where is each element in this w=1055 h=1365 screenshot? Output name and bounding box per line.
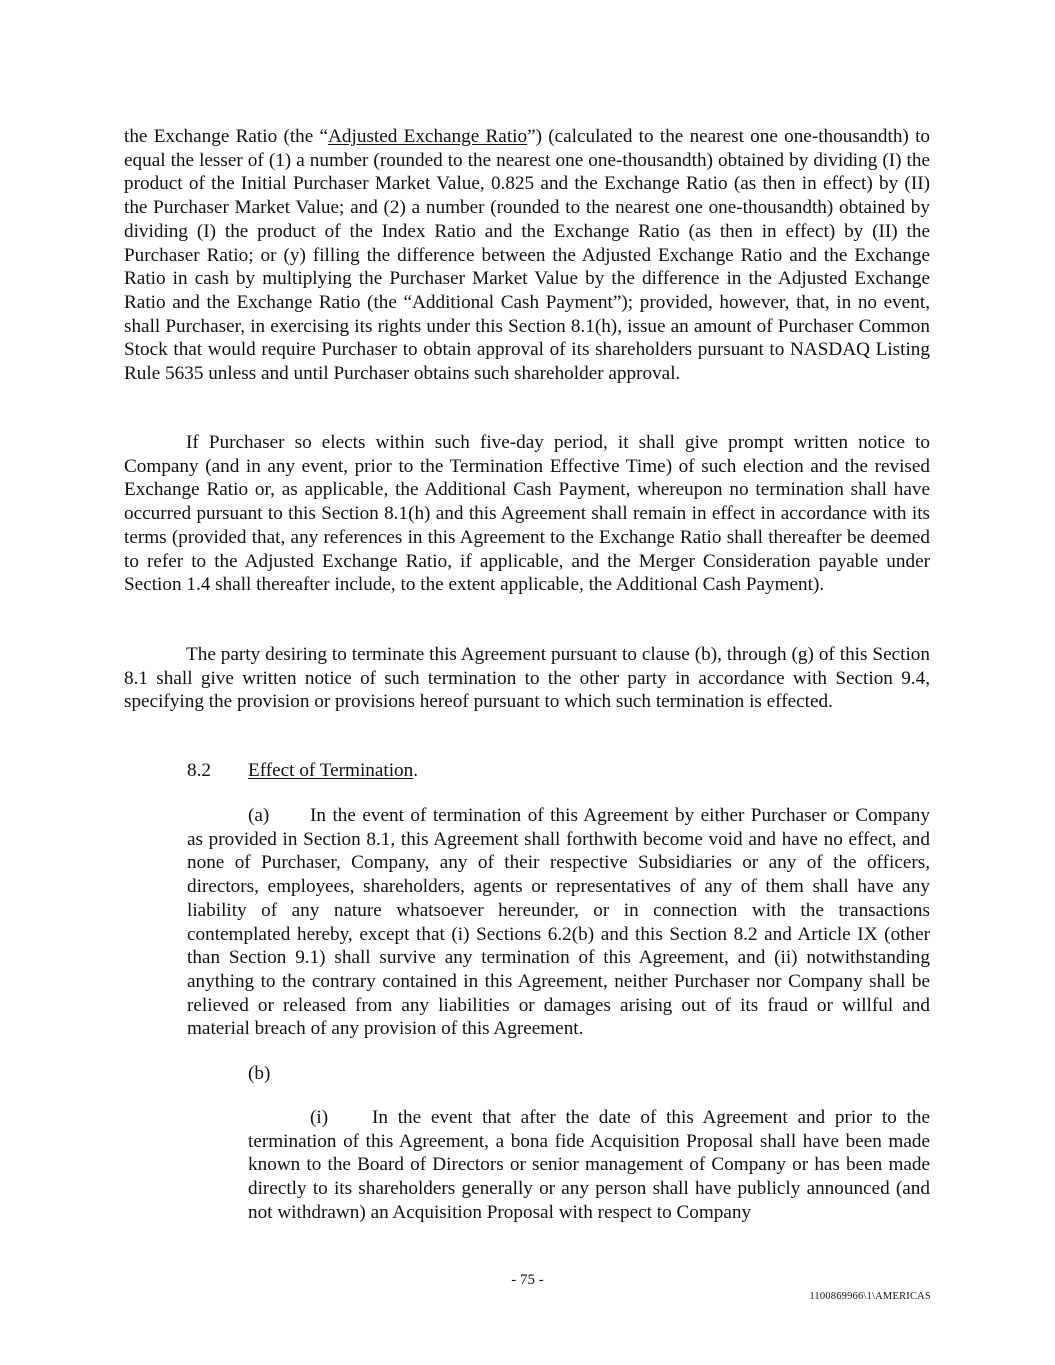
paragraph-exchange-ratio (124, 125, 930, 386)
page-number: - 75 - (511, 1272, 544, 1288)
subsection-b-i (248, 1106, 930, 1225)
section-title-suffix: . (413, 760, 419, 781)
subsection-b-i-label: (i) (310, 1107, 329, 1128)
paragraph-termination-notice: The party desiring to terminate this Agreement pursuant to clause (b), through (g) of this Section 8.1 shall give written notice of such termination to the other party in accordance with Section 9.4, specifying the provision or provisions hereof pursuant to which such termination is effected. (124, 644, 930, 713)
subsection-b-label: (b) (248, 1063, 271, 1084)
subsection-a-text: In the event of termination of this Agreement by either Purchaser or Company as provided in Section 8.1, this Agreement shall forthwith become void and have no effect, and none of Purchaser, Company, any of their respective Subsidiaries or any of the officers, directors, employees, shareholders, agents or representatives of any of them shall have any liability of any nature whatsoever hereunder, or in connection with the transactions contemplated hereby, except that (i) Sections 6.2(b) and this Section 8.2 and Article IX (other than Section 9.1) shall survive any termination of this Agreement, and (ii) notwithstanding anything to the contrary contained in this Agreement, neither Purchaser nor Company shall be relieved or released from any liabilities or damages arising out of its fraud or willful and material breach of any provision of this Agreement. (187, 805, 930, 1040)
section-heading-8-2 (187, 759, 418, 783)
section-title: Effect of Termination (248, 760, 414, 781)
section-number: 8.2 (187, 760, 211, 781)
document-id: 1100869966\1\AMERICAS (809, 1291, 931, 1302)
subsection-a (187, 804, 930, 1041)
subsection-b-i-text: In the event that after the date of this Agreement and prior to the termination of this Agreement, a bona fide Acquisition Proposal shall have been made known to the Board of Directors or senior management of Company or has been made directly to its shareholders generally or any person shall have publicly announced (and not withdrawn) an Acquisition Proposal with respect to Company (248, 1107, 930, 1223)
para1-lead-text: the Exchange Ratio (the “ (124, 126, 329, 147)
subsection-a-label: (a) (248, 805, 270, 826)
defined-term-adjusted-exchange-ratio: Adjusted Exchange Ratio (328, 126, 528, 147)
paragraph-purchaser-election: If Purchaser so elects within such five-day period, it shall give prompt written notice to Company (and in any event, prior to the Termination Effective Time) of such election and the revised Exchange Ratio or, as applicable, the Additional Cash Payment, whereupon no termination shall have occurred pursuant to this Section 8.1(h) and this Agreement shall remain in effect in accordance with its terms (provided that, any references in this Agreement to the Exchange Ratio shall thereafter be deemed to refer to the Adjusted Exchange Ratio, if applicable, and the Merger Consideration payable under Section 1.4 shall thereafter include, to the extent applicable, the Additional Cash Payment). (124, 432, 930, 596)
para1-body-text: ”) (calculated to the nearest one one-thousandth) to equal the lesser of (1) a number (rounded to the nearest one one-thousandth) obtained by dividing (I) the product of the Initial Purchaser Market Value, 0.825 and the Exchange Ratio (as then in effect) by (II) the Purchaser Market Value; and (2) a number (rounded to the nearest one one-thousandth) obtained by dividing (I) the product of the Index Ratio and the Exchange Ratio (as then in effect) by (II) the Purchaser Ratio; or (y) filling the difference between the Adjusted Exchange Ratio and the Exchange Ratio in cash by multiplying the Purchaser Market Value by the difference in the Adjusted Exchange Ratio and the Exchange Ratio (the “Additional Cash Payment”); provided, however, that, in no event, shall Purchaser, in exercising its rights under this Section 8.1(h), issue an amount of Purchaser Common Stock that would require Purchaser to obtain approval of its shareholders pursuant to NASDAQ Listing Rule 5635 unless and until Purchaser obtains such shareholder approval. (124, 126, 931, 385)
